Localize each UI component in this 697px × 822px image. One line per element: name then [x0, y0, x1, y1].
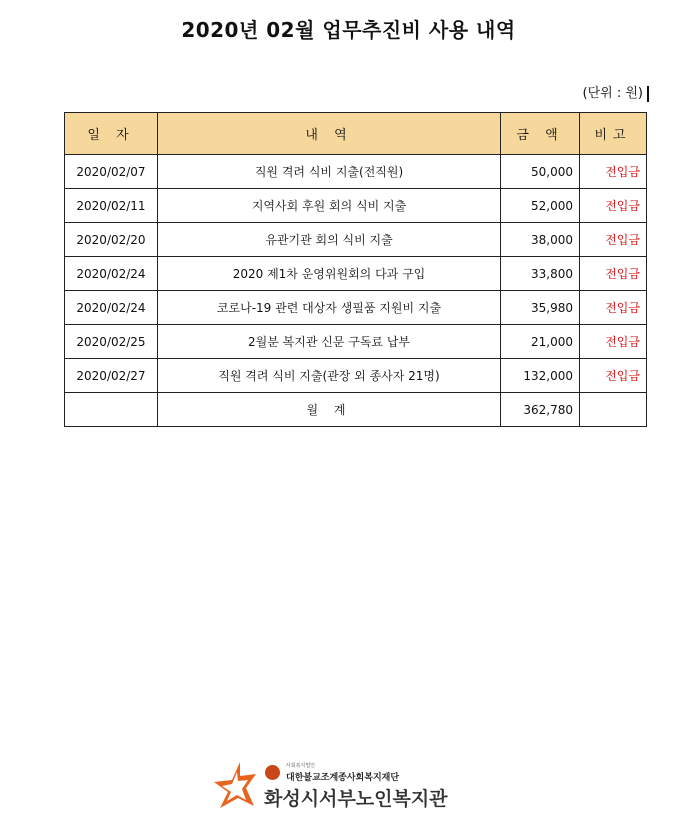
- footer-branding: [210, 758, 490, 814]
- row-date: 2020/02/24: [65, 291, 158, 325]
- table-row: [65, 291, 647, 325]
- header-date: 일 자: [65, 113, 158, 155]
- row-date: 2020/02/25: [65, 325, 158, 359]
- row-amount: 38,000: [501, 223, 580, 257]
- foundation-name: 대한불교조계종사회복지재단: [286, 773, 400, 783]
- total-label: 월 계: [158, 393, 501, 427]
- row-amount: 21,000: [501, 325, 580, 359]
- row-amount: 33,800: [501, 257, 580, 291]
- table-row: [65, 359, 647, 393]
- row-description: 2월분 복지관 신문 구독료 납부: [158, 325, 501, 359]
- row-note: 전입금: [580, 291, 647, 325]
- table-row: [65, 257, 647, 291]
- total-date-empty: [65, 393, 158, 427]
- flame-logo-icon: [210, 760, 258, 810]
- row-note: 전입금: [580, 257, 647, 291]
- row-note: 전입금: [580, 223, 647, 257]
- total-amount: 362,780: [501, 393, 580, 427]
- row-description: 지역사회 후원 회의 식비 지출: [158, 189, 501, 223]
- total-row: [65, 393, 647, 427]
- row-note: 전입금: [580, 359, 647, 393]
- table-row: [65, 223, 647, 257]
- row-date: 2020/02/11: [65, 189, 158, 223]
- dharma-wheel-emblem-icon: [265, 765, 280, 780]
- row-note: 전입금: [580, 325, 647, 359]
- row-description: 유관기관 회의 식비 지출: [158, 223, 501, 257]
- row-date: 2020/02/07: [65, 155, 158, 189]
- row-description: 직원 격려 식비 지출(관장 외 종사자 21명): [158, 359, 501, 393]
- header-description: 내 역: [158, 113, 501, 155]
- row-amount: 35,980: [501, 291, 580, 325]
- row-note: 전입금: [580, 155, 647, 189]
- header-amount: 금 액: [501, 113, 580, 155]
- row-description: 직원 격려 식비 지출(전직원): [158, 155, 501, 189]
- header-note: 비고: [580, 113, 647, 155]
- row-note: 전입금: [580, 189, 647, 223]
- row-description: 2020 제1차 운영위원회의 다과 구입: [158, 257, 501, 291]
- center-name: 화성시서부노인복지관: [264, 788, 448, 810]
- row-date: 2020/02/27: [65, 359, 158, 393]
- expense-table: [64, 112, 647, 427]
- page-title: 2020년 02월 업무추진비 사용 내역: [181, 18, 516, 42]
- row-date: 2020/02/24: [65, 257, 158, 291]
- table-row: [65, 155, 647, 189]
- unit-label: (단위 : 원): [583, 86, 649, 102]
- row-amount: 50,000: [501, 155, 580, 189]
- total-note-empty: [580, 393, 647, 427]
- row-date: 2020/02/20: [65, 223, 158, 257]
- row-amount: 132,000: [501, 359, 580, 393]
- row-amount: 52,000: [501, 189, 580, 223]
- table-header-row: [65, 113, 647, 155]
- table-row: [65, 189, 647, 223]
- table-row: [65, 325, 647, 359]
- row-description: 코로나-19 관련 대상자 생필품 지원비 지출: [158, 291, 501, 325]
- foundation-type: 사회복지법인: [286, 763, 315, 769]
